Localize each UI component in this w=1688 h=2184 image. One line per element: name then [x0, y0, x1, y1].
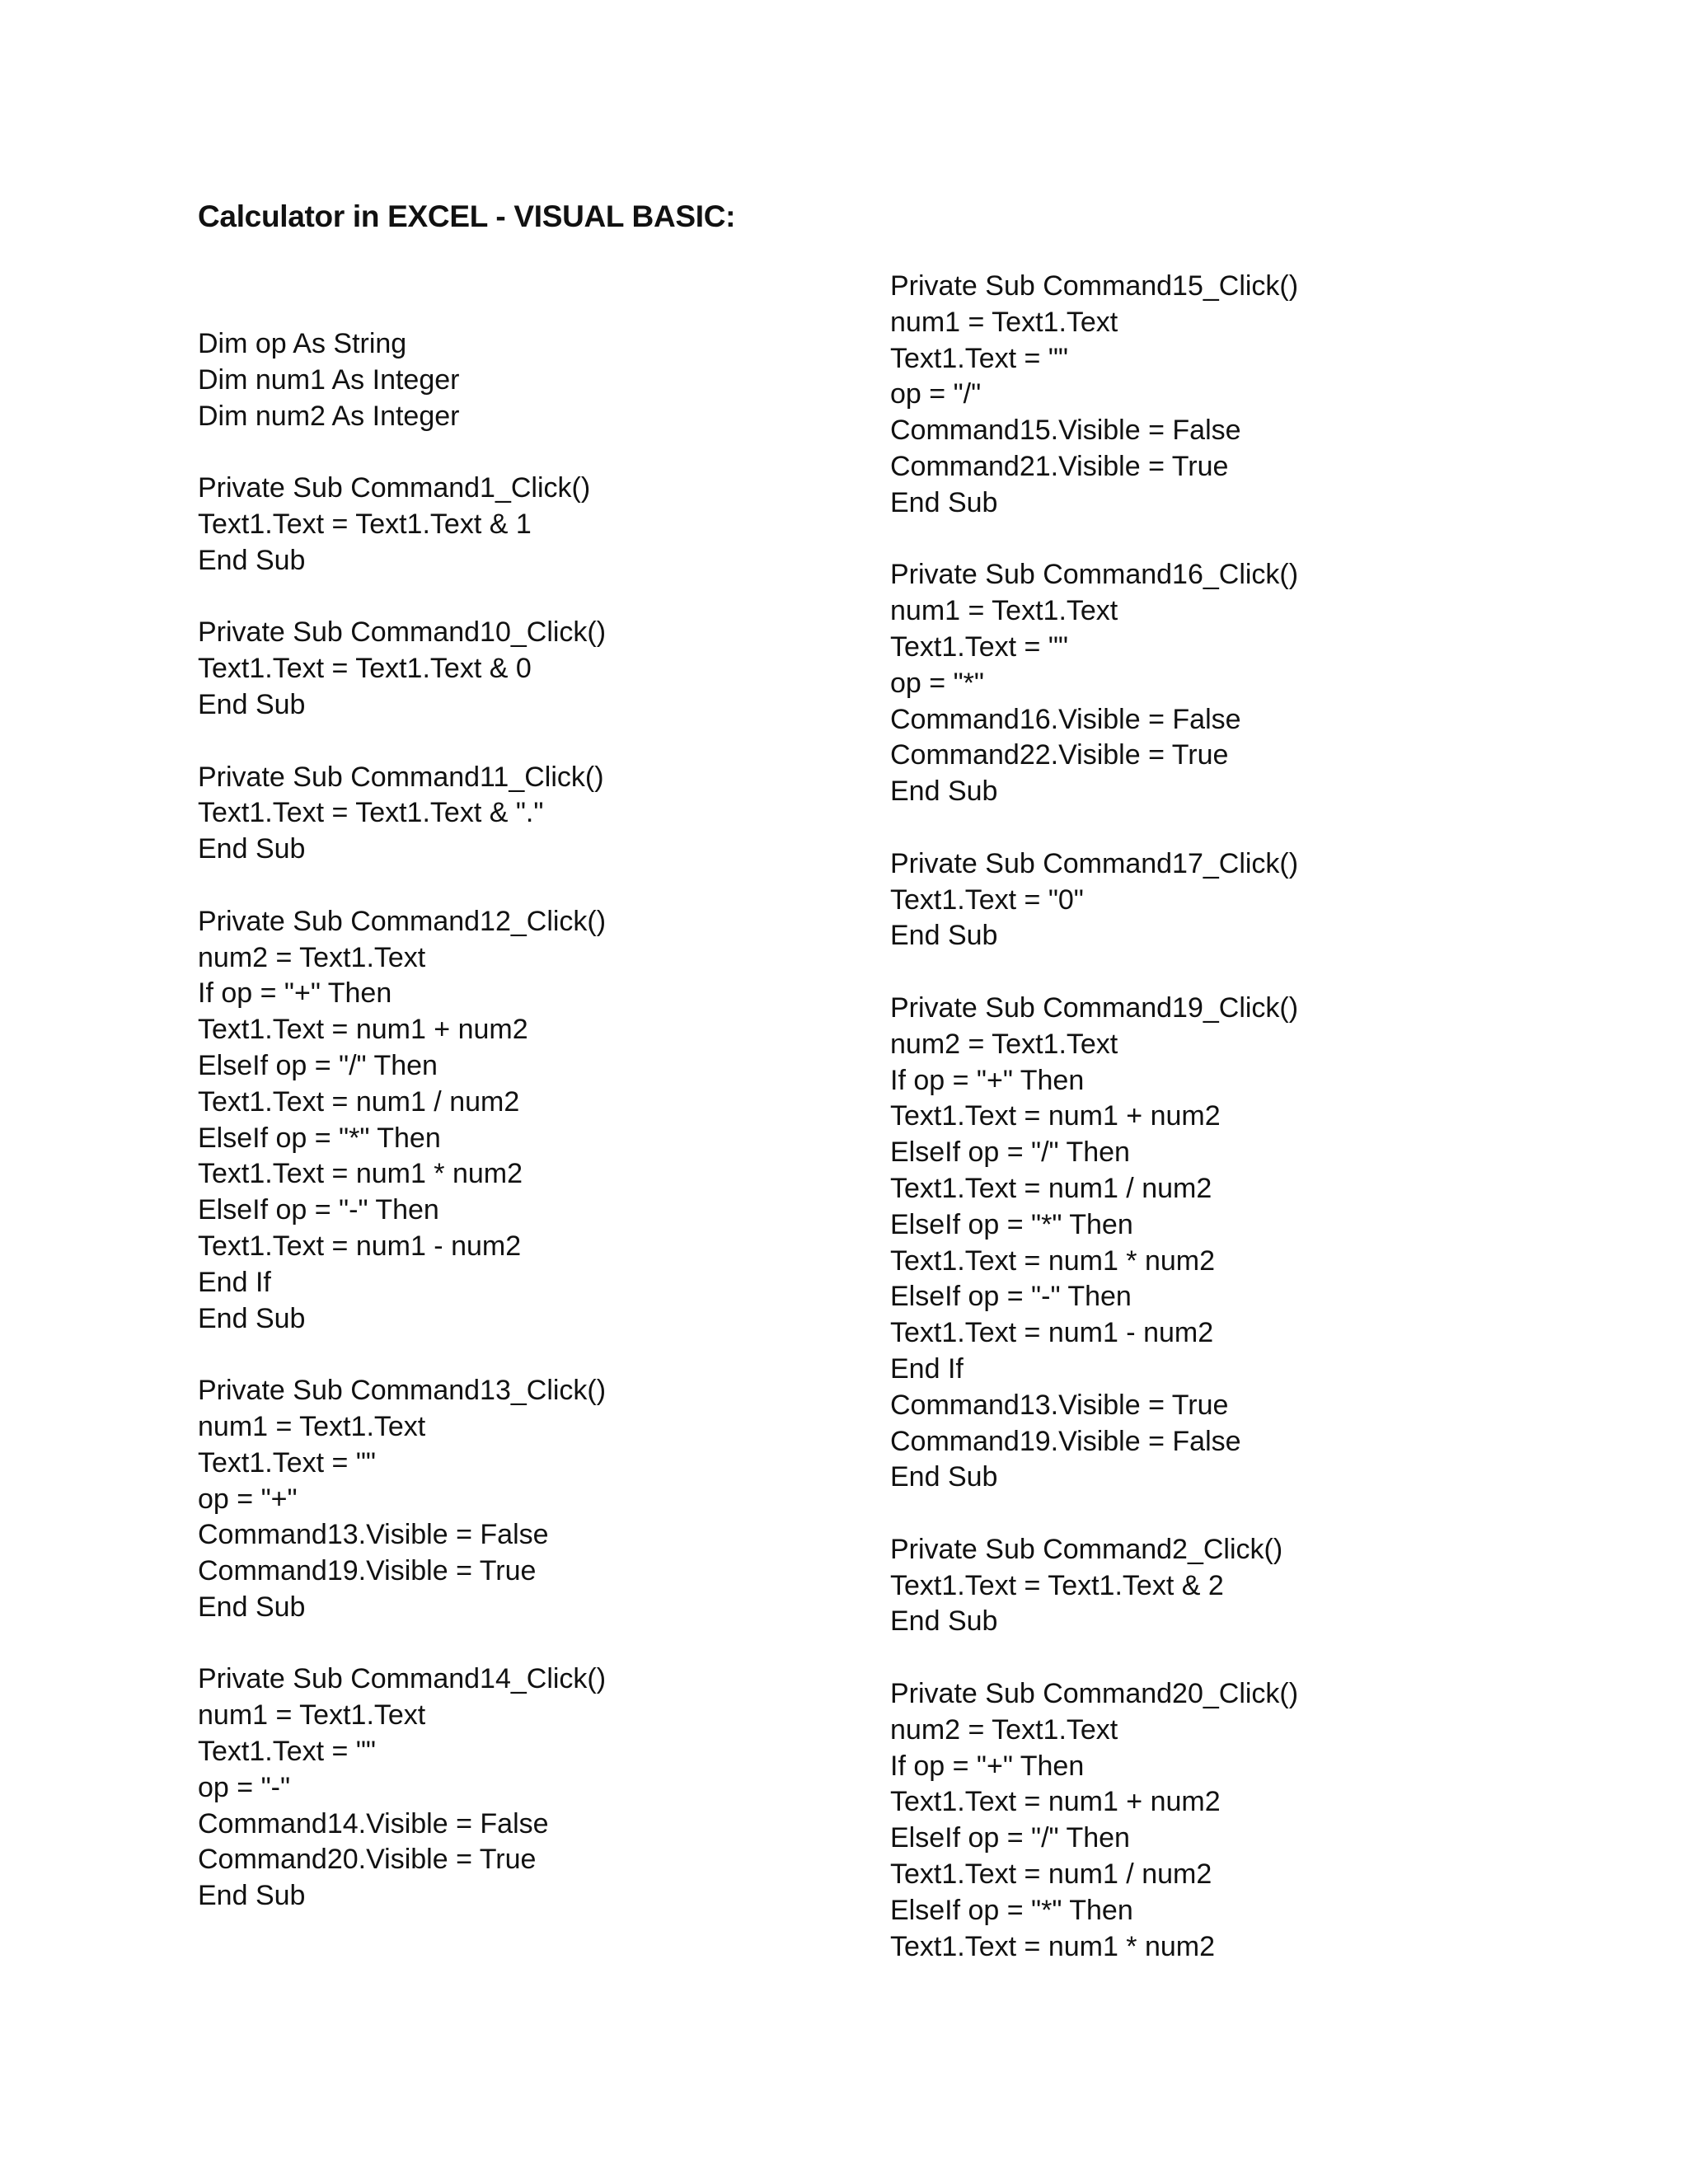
code-column-left [198, 326, 606, 1915]
code-line: Text1.Text = Text1.Text & 1 [198, 508, 532, 540]
code-line: Private Sub Command20_Click() [890, 1678, 1299, 1710]
code-line: Text1.Text = "" [890, 630, 1068, 663]
code-line: Private Sub Command10_Click() [198, 616, 607, 649]
code-line: Text1.Text = num1 + num2 [890, 1786, 1221, 1818]
code-line: Dim num1 As Integer [198, 363, 460, 396]
code-line: Private Sub Command2_Click() [890, 1533, 1283, 1565]
code-line: End Sub [198, 688, 306, 720]
code-line: Text1.Text = "" [198, 1446, 376, 1479]
code-line: Private Sub Command19_Click() [890, 991, 1299, 1024]
code-line: Text1.Text = num1 / num2 [890, 1858, 1212, 1891]
blank-line [890, 810, 1298, 846]
code-line: Private Sub Command15_Click() [890, 270, 1299, 302]
code-line: Text1.Text = "" [198, 1736, 376, 1768]
blank-line [198, 579, 606, 616]
code-line: op = "+" [198, 1483, 298, 1515]
code-line: Command19.Visible = True [198, 1555, 537, 1587]
code-line: End Sub [890, 776, 998, 808]
code-line: Dim op As String [198, 328, 407, 359]
code-line: ElseIf op = "*" Then [890, 1208, 1133, 1240]
code-line: Command13.Visible = True [890, 1389, 1229, 1421]
code-line: Command22.Visible = True [890, 739, 1229, 771]
code-line: Text1.Text = num1 - num2 [198, 1230, 522, 1262]
code-line: num2 = Text1.Text [890, 1028, 1118, 1060]
code-line: Command19.Visible = False [890, 1425, 1241, 1457]
code-line: Text1.Text = num1 * num2 [890, 1244, 1216, 1277]
code-line: Command21.Visible = True [890, 450, 1229, 482]
code-line: op = "/" [890, 378, 982, 410]
code-line: Text1.Text = "0" [890, 883, 1084, 916]
blank-line [890, 1496, 1298, 1532]
code-line: Text1.Text = num1 * num2 [198, 1158, 523, 1190]
code-line: Text1.Text = num1 - num2 [890, 1317, 1214, 1349]
blank-line [890, 954, 1298, 991]
code-line: End If [198, 1266, 271, 1298]
code-line: Command16.Visible = False [890, 703, 1241, 735]
code-line: Text1.Text = num1 + num2 [198, 1014, 528, 1046]
code-line: Private Sub Command11_Click() [198, 761, 604, 793]
code-line: Text1.Text = num1 / num2 [890, 1172, 1212, 1204]
code-line: If op = "+" Then [198, 977, 392, 1010]
code-line: op = "*" [890, 667, 984, 699]
code-line: Private Sub Command14_Click() [198, 1663, 607, 1695]
blank-line [198, 1337, 606, 1373]
code-line: End Sub [198, 1591, 306, 1623]
blank-line [198, 724, 606, 760]
code-line: End Sub [890, 486, 998, 518]
code-line: Text1.Text = num1 + num2 [890, 1100, 1221, 1132]
code-line: If op = "+" Then [890, 1064, 1085, 1096]
code-line: End Sub [198, 833, 306, 865]
code-line: Text1.Text = Text1.Text & 0 [198, 653, 532, 685]
code-line: ElseIf op = "/" Then [890, 1137, 1130, 1169]
code-line: ElseIf op = "/" Then [198, 1049, 438, 1081]
code-line: num1 = Text1.Text [198, 1410, 426, 1442]
code-line: End Sub [890, 1605, 998, 1638]
code-line: Dim num2 As Integer [198, 400, 460, 432]
code-line: Command14.Visible = False [198, 1807, 549, 1840]
code-line: num1 = Text1.Text [890, 595, 1118, 627]
code-line: Command13.Visible = False [198, 1519, 549, 1551]
blank-line [890, 522, 1298, 558]
code-line: End Sub [890, 1461, 998, 1493]
code-line: num2 = Text1.Text [890, 1713, 1118, 1746]
code-line: Private Sub Command13_Click() [198, 1375, 607, 1407]
code-column-right [890, 269, 1298, 1965]
blank-line [198, 868, 606, 904]
blank-line [198, 1626, 606, 1662]
code-line: Private Sub Command12_Click() [198, 905, 607, 937]
code-line: ElseIf op = "*" Then [890, 1894, 1133, 1926]
code-line: End Sub [890, 920, 998, 952]
code-line: End Sub [198, 1302, 306, 1334]
code-line: num2 = Text1.Text [198, 941, 426, 973]
code-line: num1 = Text1.Text [198, 1699, 426, 1732]
code-line: Private Sub Command17_Click() [890, 847, 1299, 879]
code-line: ElseIf op = "-" Then [198, 1194, 439, 1226]
code-line: End Sub [198, 1880, 306, 1912]
code-line: ElseIf op = "-" Then [890, 1281, 1132, 1313]
code-line: Command15.Visible = False [890, 415, 1241, 447]
code-line: End Sub [198, 544, 306, 576]
code-line: Text1.Text = Text1.Text & "." [198, 797, 544, 829]
code-line: Private Sub Command1_Click() [198, 472, 591, 504]
code-line: If op = "+" Then [890, 1750, 1085, 1782]
code-line: Text1.Text = Text1.Text & 2 [890, 1569, 1224, 1601]
code-line: ElseIf op = "*" Then [198, 1122, 441, 1154]
code-line: Private Sub Command16_Click() [890, 559, 1299, 591]
document-title: Calculator in EXCEL - VISUAL BASIC: [198, 199, 736, 233]
code-line: ElseIf op = "/" Then [890, 1822, 1130, 1854]
code-line: Text1.Text = num1 / num2 [198, 1085, 520, 1118]
code-line: num1 = Text1.Text [890, 306, 1118, 338]
code-line: Text1.Text = "" [890, 342, 1068, 374]
blank-line [198, 434, 606, 471]
blank-line [890, 1640, 1298, 1676]
code-line: Text1.Text = num1 * num2 [890, 1930, 1216, 1962]
code-line: op = "-" [198, 1771, 291, 1803]
code-line: End If [890, 1352, 964, 1385]
code-line: Command20.Visible = True [198, 1844, 537, 1876]
